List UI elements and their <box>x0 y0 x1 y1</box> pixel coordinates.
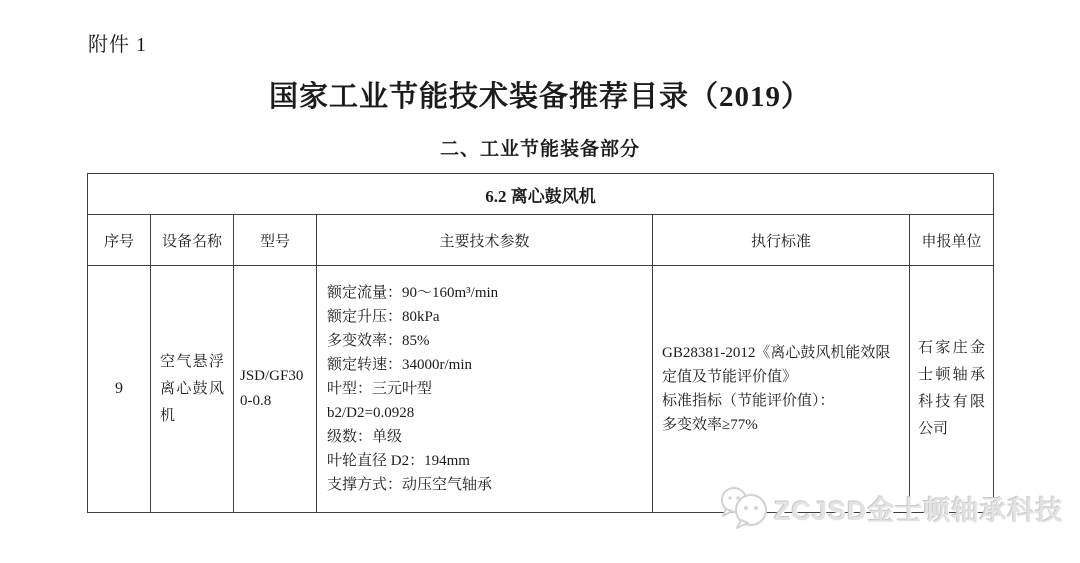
parameter-line: 支撑方式：动压空气轴承 <box>327 477 493 493</box>
equipment-table <box>87 173 994 513</box>
parameter-line: 额定流量：90～160m³/min <box>327 285 499 301</box>
page-subtitle: 二、工业节能装备部分 <box>439 139 640 160</box>
table-section-header: 6.2 离心鼓风机 <box>88 174 994 215</box>
column-header-device-name: 设备名称 <box>151 215 234 266</box>
parameters-cell <box>317 266 653 513</box>
table-row <box>88 266 994 513</box>
chat-bubbles-icon <box>718 483 770 533</box>
column-header-standards: 执行标准 <box>653 215 910 266</box>
table-header-row <box>88 215 994 266</box>
column-header-applicant: 申报单位 <box>910 215 994 266</box>
standards-cell <box>653 266 910 513</box>
device-name-cell: 空气悬浮离心鼓风机 <box>151 266 234 513</box>
standard-line: 标准指标（节能评价值）： <box>662 393 835 409</box>
parameter-line: 叶型：三元叶型 <box>327 381 433 397</box>
parameter-line: 额定升压：80kPa <box>327 309 440 325</box>
watermark <box>718 483 1064 533</box>
parameter-line: 级数：单级 <box>327 429 403 445</box>
table-section-row <box>88 174 994 215</box>
column-header-parameters: 主要技术参数 <box>317 215 653 266</box>
parameter-line: 额定转速：34000r/min <box>327 357 472 373</box>
model-cell: JSD/GF300-0.8 <box>234 266 317 513</box>
column-header-model: 型号 <box>234 215 317 266</box>
page-title: 国家工业节能技术装备推荐目录（2019） <box>268 81 811 113</box>
parameter-line: 多变效率：85% <box>327 333 430 349</box>
row-index-cell: 9 <box>88 266 151 513</box>
watermark-text: ZCJSD金士顿轴承科技 <box>774 495 1064 526</box>
parameter-line: b2/D2=0.0928 <box>327 405 415 421</box>
applicant-cell: 石家庄金士顿轴承科技有限公司 <box>910 266 994 513</box>
attachment-label: 附件 1 <box>88 34 147 56</box>
column-header-index: 序号 <box>88 215 151 266</box>
standard-line: GB28381-2012《离心鼓风机能效限定值及节能评价值》 <box>662 345 891 385</box>
standard-line: 多变效率≥77% <box>662 417 758 433</box>
parameter-line: 叶轮直径 D2：194mm <box>327 453 470 469</box>
